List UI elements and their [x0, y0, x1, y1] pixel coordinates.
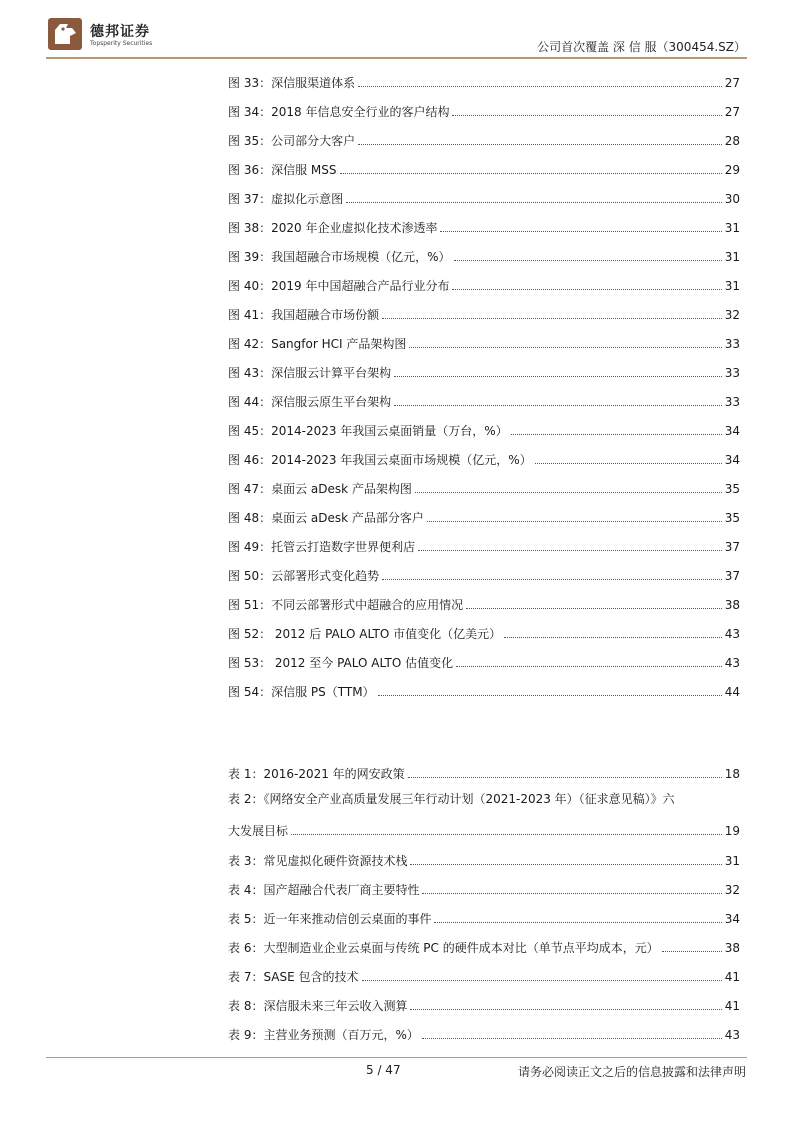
toc-entry[interactable]: 图 41：我国超融合市场份额 32 — [228, 308, 740, 322]
toc-entry[interactable]: 表 1：2016-2021 年的网安政策 18 — [228, 767, 740, 781]
toc-entry[interactable]: 表 5：近一年来推动信创云桌面的事件 34 — [228, 912, 740, 926]
dog-logo-icon — [46, 14, 86, 54]
toc-entry[interactable]: 图 40：2019 年中国超融合产品行业分布 31 — [228, 279, 740, 293]
toc-entry[interactable]: 图 50：云部署形式变化趋势 37 — [228, 569, 740, 583]
toc-entry[interactable]: 图 33：深信服渠道体系 27 — [228, 76, 740, 90]
company-logo — [46, 14, 196, 54]
toc-entry[interactable]: 表 9：主营业务预测（百万元，%） 43 — [228, 1028, 740, 1042]
header-divider — [46, 57, 747, 59]
toc-entry[interactable]: 图 38：2020 年企业虚拟化技术渗透率 31 — [228, 221, 740, 235]
toc-entry[interactable]: 图 45：2014-2023 年我国云桌面销量（万台，%） 34 — [228, 424, 740, 438]
toc-entry[interactable]: 图 44：深信服云原生平台架构 33 — [228, 395, 740, 409]
toc-entry[interactable]: 图 49：托管云打造数字世界便利店 37 — [228, 540, 740, 554]
toc-entry[interactable]: 图 53： 2012 至今 PALO ALTO 估值变化 43 — [228, 656, 740, 670]
toc-entry[interactable]: 图 36：深信服 MSS 29 — [228, 163, 740, 177]
logo-english-name: Topsperity Securities — [90, 40, 153, 47]
toc-entry[interactable]: 图 48：桌面云 aDesk 产品部分客户 35 — [228, 511, 740, 525]
toc-entry[interactable]: 表 7：SASE 包含的技术 41 — [228, 970, 740, 984]
toc-entry[interactable]: 图 34：2018 年信息安全行业的客户结构 27 — [228, 105, 740, 119]
toc-entry[interactable]: 表 2：《网络安全产业高质量发展三年行动计划（2021-2023 年）（征求意见稿）》六 大发展目标 19 — [228, 792, 740, 838]
toc-entry[interactable]: 图 39：我国超融合市场规模（亿元，%） 31 — [228, 250, 740, 264]
toc-entry[interactable]: 图 37：虚拟化示意图 30 — [228, 192, 740, 206]
toc-entry[interactable]: 表 4：国产超融合代表厂商主要特性 32 — [228, 883, 740, 897]
footer-divider — [46, 1057, 747, 1058]
page-number: 5 / 47 — [366, 1063, 401, 1077]
disclaimer-note: 请务必阅读正文之后的信息披露和法律声明 — [517, 1065, 746, 1079]
toc-entry[interactable]: 图 54：深信服 PS（TTM） 44 — [228, 685, 740, 699]
toc-entry[interactable]: 图 42：Sangfor HCI 产品架构图 33 — [228, 337, 740, 351]
toc-entry[interactable]: 图 43：深信服云计算平台架构 33 — [228, 366, 740, 380]
toc-entry[interactable]: 图 52： 2012 后 PALO ALTO 市值变化（亿美元） 43 — [228, 627, 740, 641]
toc-entry[interactable]: 图 46：2014-2023 年我国云桌面市场规模（亿元，%） 34 — [228, 453, 740, 467]
toc-entry[interactable]: 图 47：桌面云 aDesk 产品架构图 35 — [228, 482, 740, 496]
table-list — [228, 763, 740, 1048]
document-info: 公司首次覆盖 深 信 服（300454.SZ） — [537, 40, 746, 54]
logo-chinese-name: 德邦证券 — [90, 24, 150, 40]
toc-entry[interactable]: 图 51：不同云部署形式中超融合的应用情况 38 — [228, 598, 740, 612]
toc-entry[interactable]: 表 8：深信服未来三年云收入测算 41 — [228, 999, 740, 1013]
toc-entry[interactable]: 图 35：公司部分大客户 28 — [228, 134, 740, 148]
toc-entry[interactable]: 表 3：常见虚拟化硬件资源技术栈 31 — [228, 854, 740, 868]
figure-list — [228, 72, 740, 712]
toc-entry[interactable]: 表 6：大型制造业企业云桌面与传统 PC 的硬件成本对比（单节点平均成本，元） 38 — [228, 941, 740, 955]
